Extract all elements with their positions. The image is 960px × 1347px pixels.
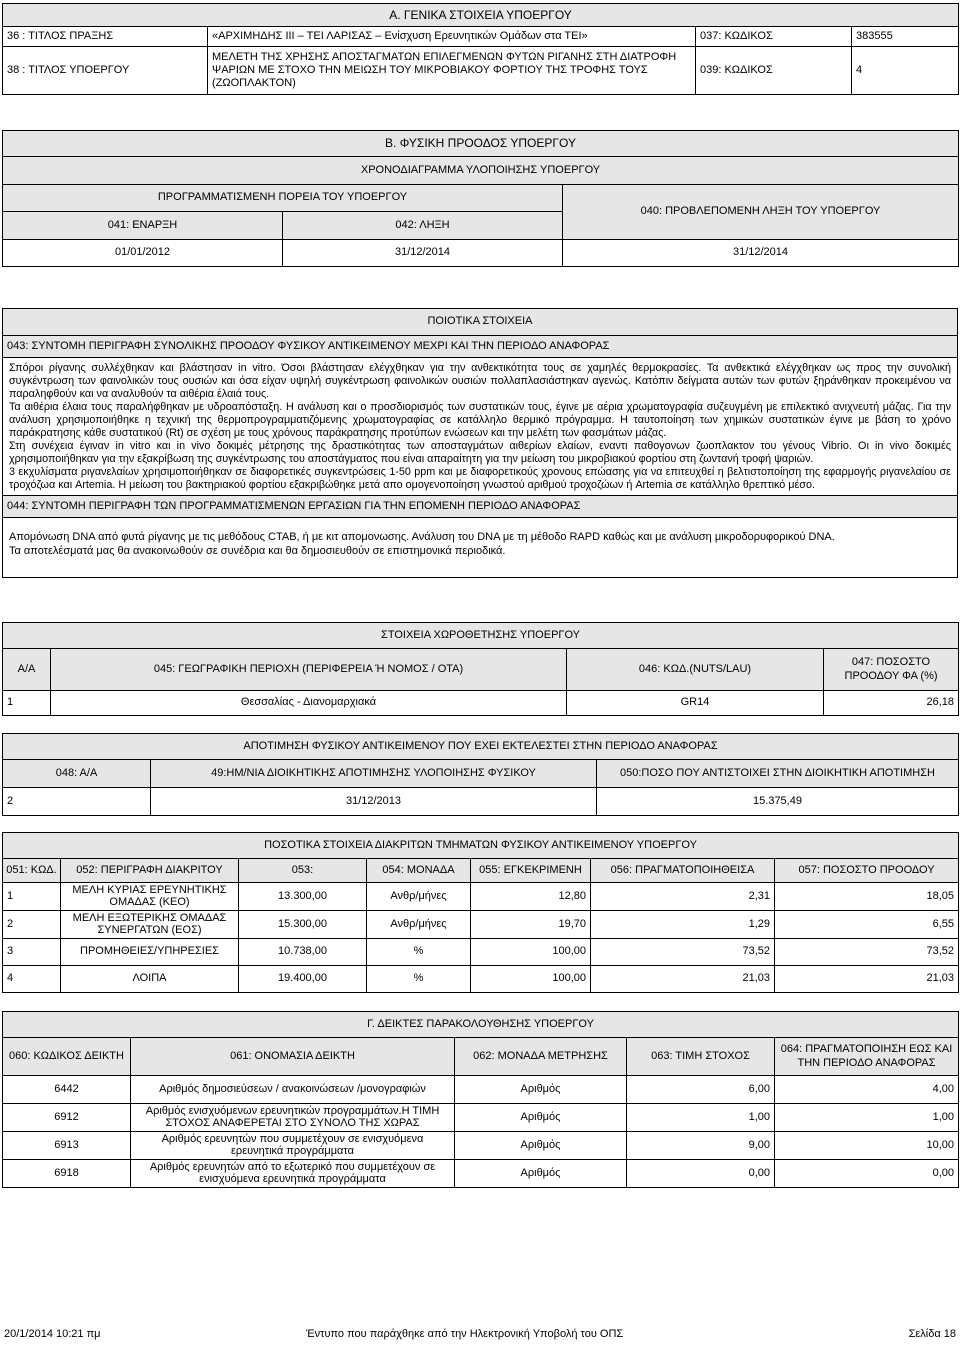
progress-paragraph-2: Τα αιθέρια έλαια τους παραλήφθηκαν με υδροαπόσταξη. Η ανάλυση και ο προσδιορισμός των συστατικών τους, έγινε με αέρια χρωματογραφία συζευγμένη με επιλεκτικό ανιχνευτή μάζας. Για την ανάλυση χρησιμοποιήθηκε η τεχνική της θερμοπρογραμματιζόμενης χρωματογραφίας σε κατάλληλο θερμικό πρόγραμμα. Η ταυτοποίηση των χημικών συστατικών έγινε με βάση το χρόνο παράκρατησης κάθε συστατικού (Rt) σε σχέση με τους χρόνους παράκρατησης προτύπων ενώσεων και την μελέτη των φασμάτων μάζας. — [9, 401, 951, 439]
progress-description-text — [3, 358, 958, 496]
quant-053: 19.400,00 — [239, 966, 367, 993]
project-code-value: 383555 — [852, 27, 959, 47]
ind-target: 0,00 — [627, 1160, 775, 1188]
expected-end-label: 040: ΠΡΟΒΛΕΠΟΜΕΝΗ ΛΗΞΗ ΤΟΥ ΥΠΟΕΡΓΟΥ — [563, 185, 959, 240]
quant-053: 15.300,00 — [239, 911, 367, 939]
eval-amount: 15.375,49 — [597, 788, 959, 816]
ind-header-unit: 062: ΜΟΝΑΔΑ ΜΕΤΡΗΣΗΣ — [455, 1038, 627, 1076]
footer-note: Έντυπο που παράχθηκε από την Ηλεκτρονική Υποβολή του ΟΠΣ — [306, 1328, 624, 1340]
table-row — [3, 1104, 959, 1132]
quant-achieved: 1,29 — [591, 911, 775, 939]
schedule-title: ΧΡΟΝΟΔΙΑΓΡΑΜΜΑ ΥΛΟΠΟΙΗΣΗΣ ΥΠΟΕΡΓΟΥ — [3, 157, 959, 185]
quant-code: 4 — [3, 966, 61, 993]
quant-header-053: 053: — [239, 859, 367, 883]
geo-area-header: 045: ΓΕΩΓΡΑΦΙΚΗ ΠΕΡΙΟΧΗ (ΠΕΡΙΦΕΡΕΙΑ Ή ΝΟΜΟΣ / ΟΤΑ) — [51, 649, 567, 691]
ind-name: Αριθμός ερευνητών από το εξωτερικό που συμμετέχουν σε ενισχυόμενα ερευνητικά προγράμματα — [131, 1160, 455, 1188]
ind-code: 6442 — [3, 1076, 131, 1104]
quant-code: 2 — [3, 911, 61, 939]
quant-053: 13.300,00 — [239, 883, 367, 911]
general-info-table — [2, 3, 959, 95]
ind-target: 1,00 — [627, 1104, 775, 1132]
quant-progress: 21,03 — [775, 966, 959, 993]
quant-header-code: 051: ΚΩΔ. — [3, 859, 61, 883]
quant-achieved: 2,31 — [591, 883, 775, 911]
quant-description: ΜΕΛΗ ΕΞΩΤΕΡΙΚΗΣ ΟΜΑΔΑΣ ΣΥΝΕΡΓΑΤΩΝ (ΕΟΣ) — [61, 911, 239, 939]
quant-achieved: 21,03 — [591, 966, 775, 993]
nuts-code-header: 046: ΚΩΔ.(NUTS/LAU) — [567, 649, 824, 691]
quant-unit: Ανθρ/μήνες — [367, 883, 471, 911]
progress-description-header: 043: ΣΥΝΤΟΜΗ ΠΕΡΙΓΡΑΦΗ ΣΥΝΟΛΙΚΗΣ ΠΡΟΟΔΟΥ ΦΥΣΙΚΟΥ ΑΝΤΙΚΕΙΜΕΝΟΥ ΜΕΧΡΙ ΚΑΙ ΤΗΝ ΠΕΡΙΟΔΟ ΑΝΑΦΟΡΑΣ — [3, 336, 958, 358]
ind-target: 6,00 — [627, 1076, 775, 1104]
subproject-title-label: 38 : ΤΙΤΛΟΣ ΥΠΟΕΡΓΟΥ — [3, 47, 208, 95]
quant-description: ΠΡΟΜΗΘΕΙΕΣ/ΥΠΗΡΕΣΙΕΣ — [61, 939, 239, 966]
quantitative-title: ΠΟΣΟΤΙΚΑ ΣΤΟΙΧΕΙΑ ΔΙΑΚΡΙΤΩΝ ΤΜΗΜΑΤΩΝ ΦΥΣΙΚΟΥ ΑΝΤΙΚΕΙΜΕΝΟΥ ΥΠΟΕΡΓΟΥ — [3, 833, 959, 859]
table-row — [3, 911, 959, 939]
progress-paragraph-3: Στη συνέχεια έγιναν in vitro και in vivo δοκιμές μέτρησης της δραστικότητας των αποσταγμάτων αιθερίων ελαίων, εναντι παθογονων ζωοπλακτον του γένους Vibrio. Οι in vivo δοκιμές χρησιμοποιήθηκαν για την εξακρίβωση της συγκέντρωσης του αποστάγματος που είναι απαραίτητη για την μείωση του μικροβιακού φορτίου στη ζωντανή τροφή ψαριών. — [9, 440, 951, 465]
qualitative-title: ΠΟΙΟΤΙΚΑ ΣΤΟΙΧΕΙΑ — [3, 309, 958, 336]
table-row — [3, 1132, 959, 1160]
footer-datetime: 20/1/2014 10:21 πμ — [4, 1328, 101, 1340]
location-aa: 1 — [3, 691, 51, 716]
progress-pct-header: 047: ΠΟΣΟΣΤΟ ΠΡΟΟΔΟΥ ΦΑ (%) — [824, 649, 959, 691]
quant-approved: 19,70 — [471, 911, 591, 939]
expected-end-date: 31/12/2014 — [563, 240, 959, 267]
location-aa-header: Α/Α — [3, 649, 51, 691]
end-date: 31/12/2014 — [283, 240, 563, 267]
quant-approved: 100,00 — [471, 966, 591, 993]
ind-code: 6913 — [3, 1132, 131, 1160]
ind-achieved: 0,00 — [775, 1160, 959, 1188]
table-row — [3, 939, 959, 966]
quant-description: ΛΟΙΠΑ — [61, 966, 239, 993]
quantitative-table — [2, 832, 959, 993]
table-row — [3, 1160, 959, 1188]
ind-code: 6918 — [3, 1160, 131, 1188]
quant-code: 1 — [3, 883, 61, 911]
quant-053: 10.738,00 — [239, 939, 367, 966]
quant-unit: Ανθρ/μήνες — [367, 911, 471, 939]
quant-unit: % — [367, 966, 471, 993]
ind-code: 6912 — [3, 1104, 131, 1132]
qualitative-table — [2, 308, 958, 578]
ind-name: Αριθμός δημοσιεύσεων / ανακοινώσεων /μονογραφιών — [131, 1076, 455, 1104]
quant-progress: 18,05 — [775, 883, 959, 911]
location-title: ΣΤΟΙΧΕΙΑ ΧΩΡΟΘΕΤΗΣΗΣ ΥΠΟΕΡΓΟΥ — [3, 623, 959, 649]
quant-approved: 100,00 — [471, 939, 591, 966]
quant-header-achieved: 056: ΠΡΑΓΜΑΤΟΠΟΙΗΘΕΙΣΑ — [591, 859, 775, 883]
planned-works-paragraph-2: Τα αποτελέσματά μας θα ανακοινωθούν σε συνέδρια και θα δημοσιευθούν σε επιστημονικά περιοδικά. — [9, 544, 506, 557]
ind-header-target: 063: ΤΙΜΗ ΣΤΟΧΟΣ — [627, 1038, 775, 1076]
ind-unit: Αριθμός — [455, 1076, 627, 1104]
start-date: 01/01/2012 — [3, 240, 283, 267]
quant-header-approved: 055: ΕΓΚΕΚΡΙΜΕΝΗ — [471, 859, 591, 883]
indicators-title: Γ. ΔΕΙΚΤΕΣ ΠΑΡΑΚΟΛΟΥΘΗΣΗΣ ΥΠΟΕΡΓΟΥ — [3, 1012, 959, 1038]
geo-area: Θεσσαλίας - Διανομαρχιακά — [51, 691, 567, 716]
ind-header-code: 060: ΚΩΔΙΚΟΣ ΔΕΙΚΤΗ — [3, 1038, 131, 1076]
progress-paragraph-4: 3 εκχυλίσματα ριγανελαίων χρησιμοποιήθηκαν σε διαφορετικές συγκεντρώσεις 1-50 ppm και με διαφορετικούς χρονους επώασης για να επιτευχθεί η βελτιστοποίηση της εφαρμογής ριγανελαίου σε τροχόζωα και Artemia. Η μείωση του βακτηριακού φορτίου εξακριβώθηκε μετά απο ομογενοποίηση γνωστού αριθμού τροχοζώων ή Artemia σε κατάλληλο θρεπτικό μέσο. — [9, 466, 951, 491]
ind-achieved: 4,00 — [775, 1076, 959, 1104]
table-row — [3, 966, 959, 993]
nuts-code: GR14 — [567, 691, 824, 716]
section-b-title: Β. ΦΥΣΙΚΗ ΠΡΟΟΔΟΣ ΥΠΟΕΡΓΟΥ — [3, 131, 959, 157]
quant-progress: 73,52 — [775, 939, 959, 966]
ind-unit: Αριθμός — [455, 1160, 627, 1188]
table-row — [3, 1076, 959, 1104]
ind-header-name: 061: ΟΝΟΜΑΣΙΑ ΔΕΙΚΤΗ — [131, 1038, 455, 1076]
quant-description: ΜΕΛΗ ΚΥΡΙΑΣ ΕΡΕΥΝΗΤΙΚΗΣ ΟΜΑΔΑΣ (ΚΕΟ) — [61, 883, 239, 911]
location-table — [2, 622, 959, 716]
project-title-label: 36 : ΤΙΤΛΟΣ ΠΡΑΞΗΣ — [3, 27, 208, 47]
physical-progress-table — [2, 130, 959, 267]
eval-aa-header: 048: Α/Α — [3, 760, 151, 788]
quant-progress: 6,55 — [775, 911, 959, 939]
quant-code: 3 — [3, 939, 61, 966]
evaluation-table — [2, 733, 959, 816]
subproject-code-value: 4 — [852, 47, 959, 95]
ind-achieved: 1,00 — [775, 1104, 959, 1132]
end-label: 042: ΛΗΞΗ — [283, 212, 563, 240]
planned-works-text — [3, 518, 958, 578]
project-code-label: 037: ΚΩΔΙΚΟΣ — [696, 27, 852, 47]
evaluation-title: ΑΠΟΤΙΜΗΣΗ ΦΥΣΙΚΟΥ ΑΝΤΙΚΕΙΜΕΝΟΥ ΠΟΥ ΕΧΕΙ ΕΚΤΕΛΕΣΤΕΙ ΣΤΗΝ ΠΕΡΙΟΔΟ ΑΝΑΦΟΡΑΣ — [3, 734, 959, 760]
planned-works-paragraph-1: Απομόνωση DNA από φυτά ρίγανης με τις μεθόδους CTAB, ή με κιτ απομονωσης. Ανάλυση του DNA με τη μέθοδο RAPD καθώς και με ανάλυση μικροδορυφορικού DNA. — [9, 530, 835, 543]
ind-name: Αριθμός ενισχυόμενων ερευνητικών προγραμμάτων.Η ΤΙΜΗ ΣΤΟΧΟΣ ΑΝΑΦΕΡΕΤΑΙ ΣΤΟ ΣΥΝΟΛΟ ΤΗΣ ΧΩΡΑΣ — [131, 1104, 455, 1132]
footer-page-number: Σελίδα 18 — [908, 1328, 956, 1340]
planned-course-title: ΠΡΟΓΡΑΜΜΑΤΙΣΜΕΝΗ ΠΟΡΕΙΑ ΤΟΥ ΥΠΟΕΡΓΟΥ — [3, 185, 563, 212]
eval-date-header: 49:ΗΜ/ΝΙΑ ΔΙΟΙΚΗΤΙΚΗΣ ΑΠΟΤΙΜΗΣΗΣ ΥΛΟΠΟΙΗΣΗΣ ΦΥΣΙΚΟΥ — [151, 760, 597, 788]
ind-unit: Αριθμός — [455, 1104, 627, 1132]
quant-unit: % — [367, 939, 471, 966]
quant-header-unit: 054: ΜΟΝΑΔΑ — [367, 859, 471, 883]
eval-date: 31/12/2013 — [151, 788, 597, 816]
ind-header-achieved: 064: ΠΡΑΓΜΑΤΟΠΟΙΗΣΗ ΕΩΣ ΚΑΙ ΤΗΝ ΠΕΡΙΟΔΟ ΑΝΑΦΟΡΑΣ — [775, 1038, 959, 1076]
start-label: 041: ΕΝΑΡΞΗ — [3, 212, 283, 240]
ind-name: Αριθμός ερευνητών που συμμετέχουν σε ενισχυόμενα ερευνητικά προγράμματα — [131, 1132, 455, 1160]
subproject-code-label: 039: ΚΩΔΙΚΟΣ — [696, 47, 852, 95]
ind-target: 9,00 — [627, 1132, 775, 1160]
progress-paragraph-1: Σπόροι ρίγανης συλλέχθηκαν και βλάστησαν in vitro. Όσοι βλάστησαν ελέγχθηκαν για την ανθεκτικότητα τους σε χαμηλές θερμοκρασίες. Τα ανθεκτικά ελέγχθηκαν ως προς την συνολική συγκέντρωση των φαινολικών τους ουσιών και όσα είχαν υψηλή συγκέντρωση φαινολικών ουσιών πολλαπλασιάστηκαν αγενώς. Κατόπιν δείγματα αυτών των φυτών ξηράνθηκαν προκειμένου να παραληφθούν και να αναλυθούν τα αιθέρια έλαιά τους. — [9, 362, 951, 400]
table-row — [3, 883, 959, 911]
section-a-title: Α. ΓΕΝΙΚΑ ΣΤΟΙΧΕΙΑ ΥΠΟΕΡΓΟΥ — [3, 4, 959, 27]
ind-achieved: 10,00 — [775, 1132, 959, 1160]
project-title-value: «ΑΡΧΙΜΗΔΗΣ ΙΙΙ – ΤΕΙ ΛΑΡΙΣΑΣ – Ενίσχυση Ερευνητικών Ομάδων στα ΤΕΙ» — [208, 27, 696, 47]
quant-achieved: 73,52 — [591, 939, 775, 966]
quant-header-progress: 057: ΠΟΣΟΣΤΟ ΠΡΟΟΔΟΥ — [775, 859, 959, 883]
eval-aa: 2 — [3, 788, 151, 816]
progress-pct: 26,18 — [824, 691, 959, 716]
indicators-table — [2, 1011, 959, 1188]
planned-works-header: 044: ΣΥΝΤΟΜΗ ΠΕΡΙΓΡΑΦΗ ΤΩΝ ΠΡΟΓΡΑΜΜΑΤΙΣΜΕΝΩΝ ΕΡΓΑΣΙΩΝ ΓΙΑ ΤΗΝ ΕΠΟΜΕΝΗ ΠΕΡΙΟΔΟ ΑΝΑΦΟΡΑΣ — [3, 496, 958, 518]
eval-amount-header: 050:ΠΟΣΟ ΠΟΥ ΑΝΤΙΣΤΟΙΧΕΙ ΣΤΗΝ ΔΙΟΙΚΗΤΙΚΗ ΑΠΟΤΙΜΗΣΗ — [597, 760, 959, 788]
quant-header-description: 052: ΠΕΡΙΓΡΑΦΗ ΔΙΑΚΡΙΤΟΥ — [61, 859, 239, 883]
quant-approved: 12,80 — [471, 883, 591, 911]
ind-unit: Αριθμός — [455, 1132, 627, 1160]
subproject-title-value: ΜΕΛΕΤΗ ΤΗΣ ΧΡΗΣΗΣ ΑΠΟΣΤΑΓΜΑΤΩΝ ΕΠΙΛΕΓΜΕΝΩΝ ΦΥΤΩΝ ΡΙΓΑΝΗΣ ΣΤΗ ΔΙΑΤΡΟΦΗ ΨΑΡΙΩΝ ΜΕ ΣΤΟΧΟ ΤΗΝ ΜΕΙΩΣΗ ΤΟΥ ΜΙΚΡΟΒΙΑΚΟΥ ΦΟΡΤΙΟΥ ΤΗΣ ΤΡΟΦΗΣ ΤΟΥΣ (ΖΩΟΠΛΑΚΤΟΝ) — [208, 47, 696, 95]
